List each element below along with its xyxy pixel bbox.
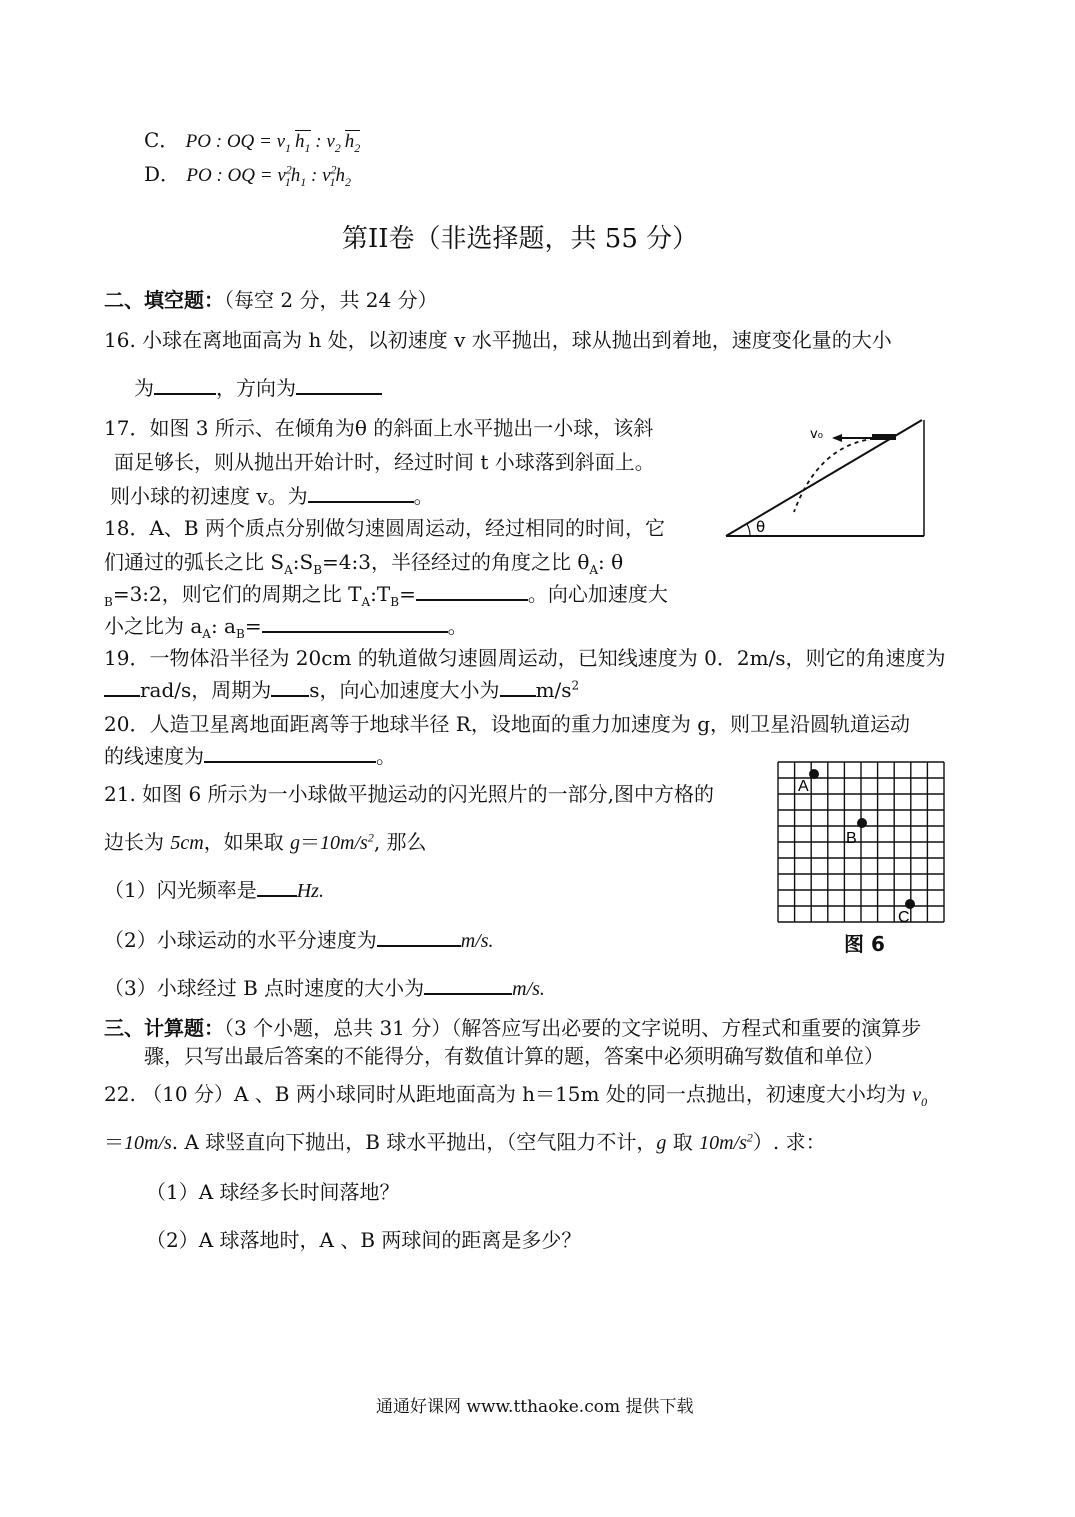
- q21-sub1: （1）闪光频率是 Hz.: [104, 878, 324, 902]
- point-c-label: C: [898, 909, 910, 925]
- v0-label: v₀: [810, 427, 823, 442]
- launch-ball: [872, 434, 896, 440]
- q17-line3: 则小球的初速度 v。为 。: [110, 484, 434, 508]
- section3-heading: 三、计算题：（3 个小题，总共 31 分）（解答应写出必要的文字说明、方程式和重要的演算步: [104, 1016, 922, 1040]
- q22-line2: ＝10m/s. A 球竖直向下抛出，B 球水平抛出，（空气阻力不计，g 取 $10m/s^2$）. 求：: [104, 1130, 826, 1154]
- point-c: [905, 899, 915, 909]
- q19-blank-1[interactable]: [104, 677, 140, 697]
- option-c: C． PO : OQ = $v_1$ $h_1$ : $v_2$ $h_2$: [144, 128, 361, 155]
- q21-blank-3[interactable]: [424, 975, 512, 995]
- q18-blank-1[interactable]: [416, 581, 528, 601]
- q19-line1: 19．一物体沿半径为 20cm 的轨道做匀速圆周运动，已知线速度为 0．2m/s，则它的角速度为: [104, 646, 946, 670]
- q16-blank-2[interactable]: [296, 375, 382, 395]
- q17-blank[interactable]: [308, 483, 414, 503]
- q19-blank-2[interactable]: [271, 677, 309, 697]
- q16-line1: 16. 小球在离地面高为 h 处，以初速度 v 水平抛出，球从抛出到着地，速度变化量的大小: [104, 328, 892, 352]
- q21-sub3: （3）小球经过 B 点时速度的大小为 m/s.: [104, 976, 545, 1000]
- q22-line1: 22. （10 分）A 、B 两小球同时从距地面高为 h＝15m 处的同一点抛出，初速度大小均为 $v_0$: [104, 1082, 928, 1109]
- q21-sub2: （2）小球运动的水平分速度为 m/s.: [104, 928, 494, 952]
- q16-line2: 为 ，方向为: [134, 372, 382, 401]
- q18-line3: $_B$=3:2，则它们的周期之比 $T_A:T_B=$ 。向心加速度大: [104, 582, 668, 609]
- section2-heading: 二、填空题：（每空 2 分，共 24 分）: [104, 288, 438, 312]
- part2-title: 第II卷（非选择题，共 55 分）: [342, 224, 699, 254]
- q20-blank[interactable]: [204, 743, 376, 763]
- q18-line2: 们通过的弧长之比 $S_A:S_B=4:3$，半径经过的角度之比 $\theta_A$: θ: [104, 550, 624, 577]
- grid-figure: [776, 760, 948, 925]
- q17-line2: 面足够长，则从抛出开始计时，经过时间 t 小球落到斜面上。: [114, 450, 655, 474]
- q18-blank-2[interactable]: [262, 613, 448, 633]
- q20-line2: 的线速度为 。: [104, 744, 396, 768]
- q16-blank-1[interactable]: [154, 375, 216, 395]
- q22-sub1: （1）A 球经多长时间落地？: [146, 1180, 400, 1204]
- angle-arc: [747, 524, 750, 536]
- q19-blank-3[interactable]: [500, 677, 536, 697]
- q21-blank-2[interactable]: [377, 927, 461, 947]
- point-a: [809, 769, 819, 779]
- arrow-head-icon: [832, 434, 842, 442]
- q22-sub2: （2）A 球落地时，A 、B 两球间的距离是多少？: [146, 1228, 582, 1252]
- q21-line1: 21. 如图 6 所示为一小球做平抛运动的闪光照片的一部分,图中方格的: [104, 782, 714, 806]
- q19-line2: rad/s，周期为 s，向心加速度大小为 $m/s^2$: [104, 674, 579, 703]
- point-b: [857, 818, 867, 828]
- figure-6-caption: 图 6: [844, 932, 885, 956]
- q18-line1: 18．A、B 两个质点分别做匀速圆周运动，经过相同的时间，它: [104, 516, 665, 540]
- trajectory-path: [794, 438, 890, 512]
- q20-line1: 20．人造卫星离地面距离等于地球半径 R，设地面的重力加速度为 g，则卫星沿圆轨道运动: [104, 712, 911, 736]
- point-b-label: B: [846, 830, 857, 847]
- footer-text: 通通好课网 www.tthaoke.com 提供下载: [376, 1397, 694, 1417]
- q18-line4: 小之比为 $a_A$: $a_B=$ 。: [104, 614, 468, 641]
- q21-line2: 边长为 5cm，如果取 $g=10m/s^2$, 那么: [104, 830, 427, 854]
- incline-figure: [722, 414, 932, 544]
- q17-line1: 17．如图 3 所示、在倾角为θ 的斜面上水平抛出一小球，该斜: [104, 416, 654, 440]
- q21-blank-1[interactable]: [257, 877, 297, 897]
- option-d: D． PO : OQ = $v^2_1h_1$ : $v^2_1h_2$: [144, 162, 352, 189]
- point-a-label: A: [798, 778, 809, 795]
- angle-theta-label: θ: [756, 518, 766, 536]
- section3-note-line2: 骤，只写出最后答案的不能得分，有数值计算的题，答案中必须明确写数值和单位）: [144, 1044, 884, 1068]
